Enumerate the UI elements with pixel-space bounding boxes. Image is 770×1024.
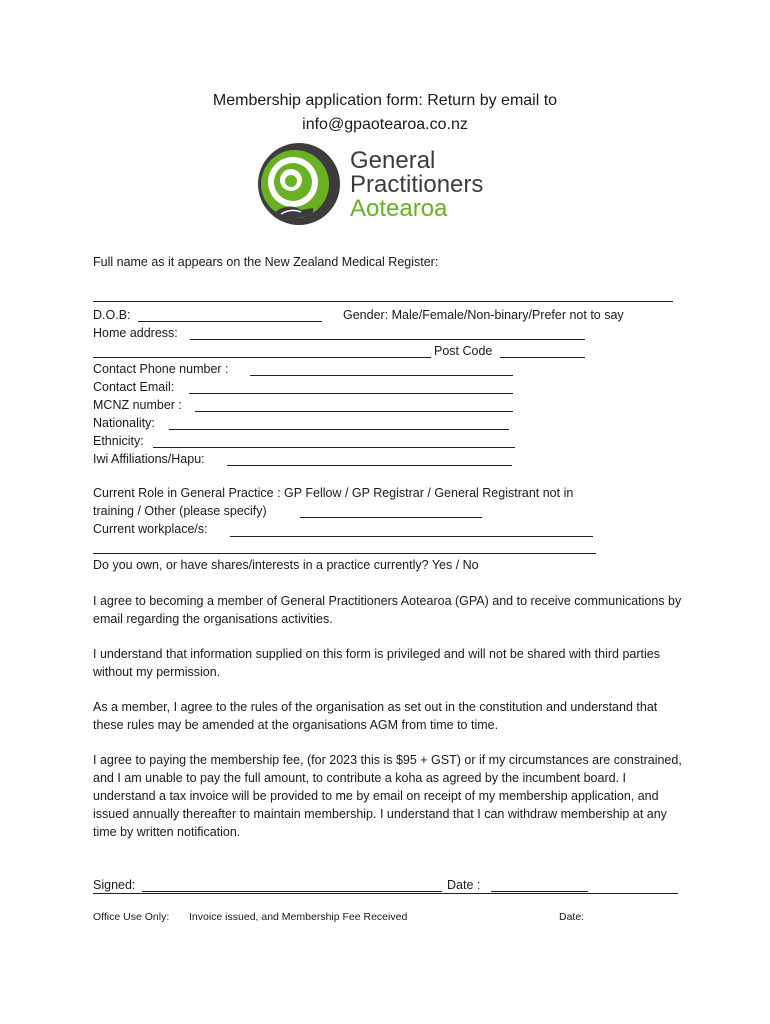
current-role-other: training / Other (please specify) [93, 504, 267, 518]
agree-member-paragraph: I agree to becoming a member of General Practitioners Aotearoa (GPA) and to receive communications by email regarding the organisations activities. [93, 594, 682, 626]
date-label: Date : [447, 878, 481, 892]
office-invoice-label: Invoice issued, and Membership Fee Received [189, 911, 408, 923]
signature-rule [93, 893, 678, 894]
workplace-label: Current workplace/s: [93, 522, 208, 536]
phone-label: Contact Phone number : [93, 362, 229, 376]
phone-line[interactable] [250, 375, 513, 376]
post-code-line[interactable] [500, 357, 585, 358]
rules-paragraph: As a member, I agree to the rules of the organisation as set out in the constitution and understand that these rules may be amended at the organisations AGM from time to time. [93, 700, 658, 732]
full-name-label: Full name as it appears on the New Zealand Medical Register: [93, 255, 439, 269]
logo-text-aotearoa: Aotearoa [350, 195, 448, 222]
office-date-label: Date: [559, 911, 585, 923]
nationality-label: Nationality: [93, 416, 155, 430]
role-specify-line[interactable] [300, 517, 482, 518]
home-address-line[interactable] [190, 339, 585, 340]
ethnicity-line[interactable] [153, 447, 515, 448]
mcnz-line[interactable] [195, 411, 513, 412]
date-line[interactable] [491, 891, 588, 892]
iwi-line[interactable] [227, 465, 512, 466]
home-address-line-2[interactable] [93, 357, 431, 358]
gpa-logo [255, 142, 525, 235]
post-code-label: Post Code [434, 344, 493, 358]
nationality-line[interactable] [169, 429, 509, 430]
signature-line[interactable] [142, 891, 442, 892]
email-label: Contact Email: [93, 380, 175, 394]
logo-text-practitioners: Practitioners [350, 171, 484, 198]
mcnz-label: MCNZ number : [93, 398, 182, 412]
current-role-label: Current Role in General Practice : GP Fellow / GP Registrar / General Registrant not in [93, 486, 574, 500]
office-use-label: Office Use Only: [93, 911, 170, 923]
return-email: info@gpaotearoa.co.nz [302, 116, 468, 133]
home-address-label: Home address: [93, 326, 178, 340]
iwi-label: Iwi Affiliations/Hapu: [93, 452, 205, 466]
dob-line[interactable] [138, 321, 322, 322]
email-line[interactable] [189, 393, 513, 394]
gender-label: Gender: Male/Female/Non-binary/Prefer not to say [343, 308, 624, 322]
privacy-paragraph: I understand that information supplied on this form is privileged and will not be shared with third parties without my permission. [93, 647, 660, 679]
koru-icon [258, 143, 340, 225]
workplace-line-2[interactable] [93, 553, 596, 554]
dob-label: D.O.B: [93, 308, 131, 322]
full-name-line[interactable] [93, 301, 673, 302]
shares-question: Do you own, or have shares/interests in a practice currently? Yes / No [93, 558, 479, 572]
ethnicity-label: Ethnicity: [93, 434, 144, 448]
fee-paragraph: I agree to paying the membership fee, (for 2023 this is $95 + GST) or if my circumstances are constrained, and I am unable to pay the full amount, to contribute a koha as agreed by the incumbent board. I understand a tax invoice will be provided to me by email on receipt of my membership application, and issued annually thereafter to maintain membership. I understand that I can withdraw membership at any time by written notification. [93, 753, 682, 839]
workplace-line[interactable] [230, 536, 593, 537]
logo-text-general: General [350, 147, 436, 174]
signed-label: Signed: [93, 878, 136, 892]
form-title: Membership application form: Return by email to [212, 92, 558, 109]
